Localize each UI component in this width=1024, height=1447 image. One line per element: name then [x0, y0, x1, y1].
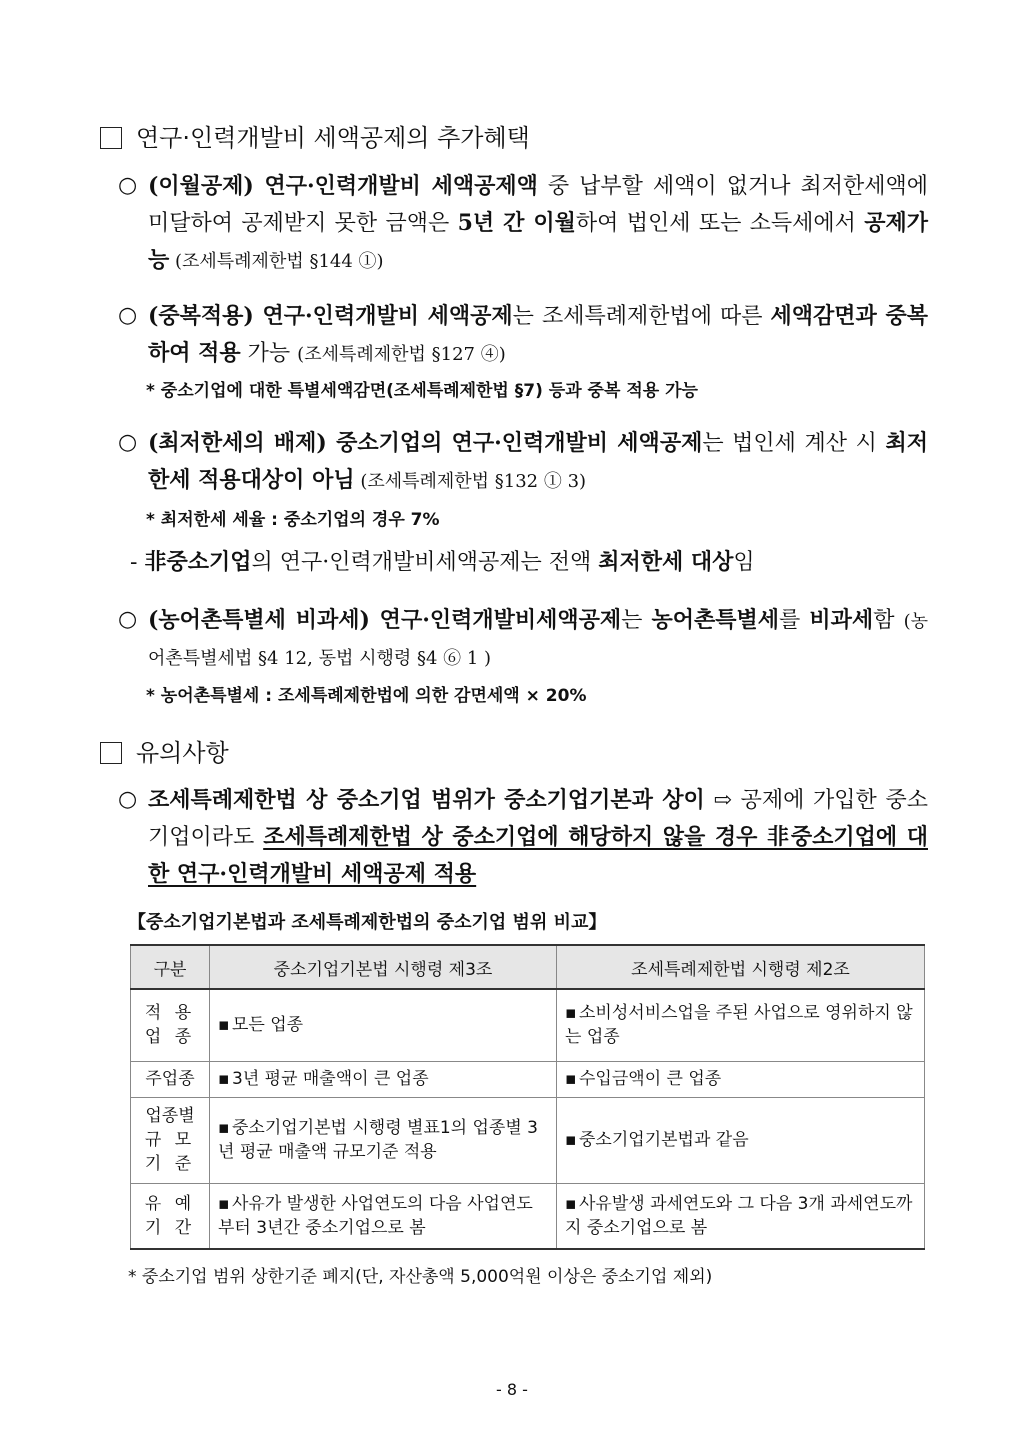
- square-bullet-icon: ▪: [218, 1069, 230, 1089]
- circle-bullet-icon: ○: [118, 607, 138, 632]
- cell-text: 3년 평균 매출액이 큰 업종: [232, 1069, 429, 1089]
- bold-text: 공제가능: [148, 210, 929, 273]
- column-header: 중소기업기본법 시행령 제3조: [210, 945, 557, 989]
- label-line: 기 준: [144, 1154, 196, 1174]
- circle-bullet-icon: ○: [118, 430, 138, 455]
- bold-text: (농어촌특별세 비과세) 연구·인력개발비세액공제: [148, 607, 622, 633]
- paragraph-minimum-tax: [118, 425, 928, 500]
- bold-text: 농어촌특별세: [651, 607, 780, 633]
- text: 공제에 가입한 중소기업이라도: [148, 788, 928, 850]
- text: 는 법인세 계산 시: [702, 431, 886, 456]
- dash-bullet-icon: -: [130, 550, 138, 575]
- circle-bullet-icon: ○: [118, 173, 138, 198]
- square-bullet-icon: ▪: [218, 1118, 230, 1138]
- cell-text: 소비성서비스업을 주된 사업으로 영위하지 않는 업종: [565, 1003, 913, 1048]
- label-line: 업종별: [145, 1106, 195, 1126]
- table-row: [131, 1061, 925, 1097]
- footnote: * 농어촌특별세 : 조세특례제한법에 의한 감면세액 × 20%: [146, 686, 587, 706]
- text: 는 조세특례제한법에 따른: [512, 304, 771, 329]
- square-bullet-icon: ▪: [565, 1069, 577, 1089]
- table-cell: [210, 1061, 557, 1097]
- text: 의 연구·인력개발비세액공제는 전액: [251, 550, 599, 575]
- footnote: * 중소기업에 대한 특별세액감면(조세특례제한법 §7) 등과 중복 적용 가능: [146, 381, 698, 401]
- table-cell: [557, 1061, 925, 1097]
- square-bullet-icon: ▪: [218, 1193, 230, 1214]
- table-header-row: [131, 945, 925, 989]
- law-reference: (조세특례제한법 §144 ①): [169, 251, 384, 272]
- table-cell: [210, 1097, 557, 1183]
- bold-text: 세액감면과 중복하여 적용: [148, 303, 928, 366]
- square-bullet-icon: ▪: [565, 1003, 577, 1024]
- circle-bullet-icon: ○: [118, 303, 138, 328]
- column-header: 조세특례제한법 시행령 제2조: [557, 945, 925, 989]
- bold-text: 비과세: [809, 607, 874, 633]
- square-bullet-icon: ▪: [565, 1193, 577, 1214]
- label-line: 업 종: [144, 1027, 196, 1048]
- bold-text: 최저한세 적용대상이 아님: [148, 430, 928, 493]
- column-header: 구분: [131, 945, 210, 989]
- page-number: - 8 -: [496, 1380, 528, 1399]
- text: 임: [733, 550, 755, 575]
- law-reference: (농어촌특별세법 §4 12, 동법 시행령 §4 ⑥ 1 ): [148, 611, 928, 669]
- label-line: 유 예: [144, 1193, 196, 1214]
- table-row: [131, 989, 925, 1061]
- label-line: 규 모: [144, 1130, 196, 1150]
- cell-text: 사유발생 과세연도와 그 다음 3개 과세연도까지 중소기업으로 봄: [565, 1193, 913, 1238]
- underlined-bold-text: 조세특례제한법 상 중소기업에 해당하지 않을 경우 非중소기업에 대한 연구·인력개발비 세액공제 적용: [148, 824, 928, 887]
- paragraph-rural-special-tax: [118, 602, 928, 677]
- row-label: [131, 1097, 210, 1183]
- checkbox-square-icon: [100, 127, 122, 149]
- bold-text: (이월공제) 연구·인력개발비 세액공제액: [148, 173, 538, 199]
- label-line: 주업종: [145, 1069, 195, 1089]
- table-row: [131, 1183, 925, 1249]
- label-line: 기 간: [144, 1217, 196, 1238]
- row-label: [131, 989, 210, 1061]
- arrow-right-icon: ⇨: [704, 788, 741, 813]
- label-line: 적 용: [144, 1003, 196, 1024]
- section-heading-notes: [100, 733, 229, 768]
- section-heading-benefits: [100, 118, 530, 153]
- text: 는: [621, 608, 652, 633]
- bold-text: 非중소기업: [144, 549, 252, 575]
- law-reference: (조세특례제한법 §127 ④): [297, 344, 506, 365]
- bold-text: (중복적용) 연구·인력개발비 세액공제: [148, 303, 513, 329]
- cell-text: 중소기업기본법 시행령 별표1의 업종별 3년 평균 매출액 규모기준 적용: [218, 1118, 538, 1162]
- table-footnote: * 중소기업 범위 상한기준 폐지(단, 자산총액 5,000억원 이상은 중소기업 제외): [128, 1267, 713, 1287]
- paragraph-carryforward: [118, 168, 928, 280]
- bold-text: 5년 간 이월: [457, 210, 576, 236]
- square-bullet-icon: ▪: [218, 1015, 230, 1036]
- row-label: [131, 1061, 210, 1097]
- sme-comparison-table: [130, 944, 925, 1250]
- square-bullet-icon: ▪: [565, 1130, 577, 1150]
- cell-text: 중소기업기본법과 같음: [579, 1130, 749, 1150]
- checkbox-square-icon: [100, 742, 122, 764]
- table-cell: [557, 989, 925, 1061]
- law-reference: (조세특례제한법 §132 ① 3): [354, 471, 587, 492]
- paragraph-non-sme: [130, 545, 755, 576]
- section-title: 연구·인력개발비 세액공제의 추가혜택: [136, 124, 530, 152]
- text: 중 납부할 세액이 없거나 최저한세액에 미달하여 공제받지 못한 금액은: [148, 174, 928, 236]
- bold-text: (최저한세의 배제) 중소기업의 연구·인력개발비 세액공제: [148, 430, 703, 456]
- bold-text: 조세특례제한법 상 중소기업 범위가 중소기업기본과 상이: [148, 787, 705, 813]
- table-cell: [210, 989, 557, 1061]
- row-label: [131, 1183, 210, 1249]
- circle-bullet-icon: ○: [118, 787, 138, 812]
- cell-text: 수입금액이 큰 업종: [579, 1069, 722, 1089]
- text: 함: [873, 608, 904, 633]
- paragraph-duplicate-application: [118, 298, 928, 373]
- text: 를: [779, 608, 810, 633]
- text: 가능: [240, 341, 298, 366]
- bold-text: 최저한세 대상: [598, 549, 734, 575]
- cell-text: 사유가 발생한 사업연도의 다음 사업연도부터 3년간 중소기업으로 봄: [218, 1193, 533, 1238]
- table-cell: [557, 1183, 925, 1249]
- table-row: [131, 1097, 925, 1183]
- table-cell: [557, 1097, 925, 1183]
- table-cell: [210, 1183, 557, 1249]
- footnote: * 최저한세 세율 : 중소기업의 경우 7%: [146, 510, 440, 530]
- paragraph-sme-scope: [118, 782, 928, 893]
- text: 하여 법인세 또는 소득세에서: [575, 211, 865, 236]
- section-title: 유의사항: [136, 739, 229, 767]
- cell-text: 모든 업종: [232, 1015, 304, 1036]
- table-caption: 【중소기업기본법과 조세특례제한법의 중소기업 범위 비교】: [128, 912, 607, 933]
